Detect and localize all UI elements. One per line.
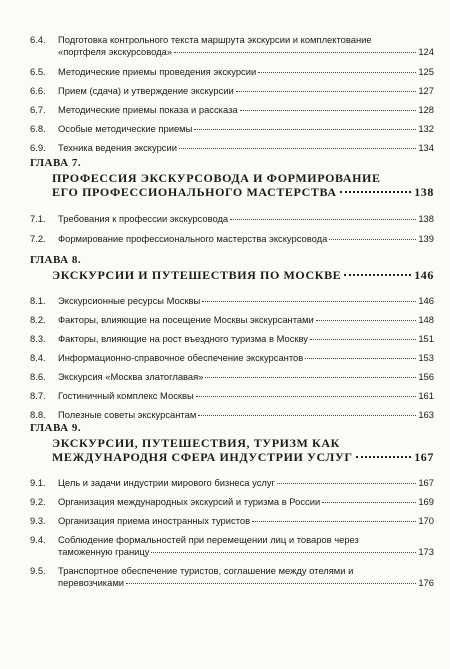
entry-number: 8.8. <box>30 409 46 420</box>
dot-leader <box>344 274 411 276</box>
chapter-page: 138 <box>414 185 434 199</box>
entry-number: 9.4. <box>30 534 46 545</box>
entry-title: Организация международных экскурсий и туризма в России <box>58 496 321 507</box>
chapter-label: ГЛАВА 9. <box>30 422 82 434</box>
entry-title: Транспортное обеспечение туристов, соглашение между отелями и <box>58 565 354 576</box>
entry-number: 9.3. <box>30 515 46 526</box>
entry-title: Полезные советы экскурсантам <box>58 409 197 420</box>
dot-leader <box>310 339 416 340</box>
entry-page: 134 <box>418 142 434 153</box>
entry-page: 146 <box>418 295 434 306</box>
dot-leader <box>198 415 416 416</box>
entry-number: 9.2. <box>30 496 46 507</box>
entry-title: Цель и задачи индустрии мирового бизнеса услуг <box>58 477 275 488</box>
entry-number: 9.1. <box>30 477 46 488</box>
toc-entry <box>30 496 434 508</box>
chapter-page: 146 <box>414 268 434 282</box>
chapter-label: ГЛАВА 8. <box>30 254 82 266</box>
dot-leader <box>202 301 416 302</box>
toc-entry <box>30 66 434 78</box>
entry-title: Методические приемы проведения экскурсии <box>58 66 257 77</box>
toc-entry <box>30 104 434 116</box>
entry-title-cont: таможенную границу <box>58 546 150 557</box>
chapter-page: 167 <box>414 450 434 464</box>
dot-leader <box>322 502 416 503</box>
toc-entry <box>30 213 434 225</box>
toc-section-ch7 <box>30 157 434 245</box>
dot-leader <box>305 358 416 359</box>
toc-entry <box>30 371 434 383</box>
entry-title: Формирование профессионального мастерства экскурсовода <box>58 233 328 244</box>
entry-page: 151 <box>418 333 434 344</box>
chapter-title-line: ЭКСКУРСИИ, ПУТЕШЕСТВИЯ, ТУРИЗМ КАК <box>52 436 340 450</box>
entry-number: 8.6. <box>30 371 46 382</box>
toc-entry <box>30 333 434 345</box>
chapter-title-line: ЕГО ПРОФЕССИОНАЛЬНОГО МАСТЕРСТВА <box>52 185 337 199</box>
chapter-title-line: МЕЖДУНАРОДНЯ СФЕРА ИНДУСТРИИ УСЛУГ <box>52 450 353 464</box>
entry-number: 6.9. <box>30 142 46 153</box>
entry-title: Соблюдение формальностей при перемещении лиц и товаров через <box>58 534 359 545</box>
dot-leader <box>236 91 417 92</box>
entry-page: 138 <box>418 213 434 224</box>
entry-title: Экскурсия «Москва златоглавая» <box>58 371 204 382</box>
toc-entry <box>30 515 434 527</box>
toc-entry <box>30 123 434 135</box>
entry-number: 6.8. <box>30 123 46 134</box>
dot-leader <box>240 110 417 111</box>
toc-entry <box>30 295 434 307</box>
dot-leader <box>252 521 416 522</box>
entry-number: 6.7. <box>30 104 46 115</box>
dot-leader <box>316 320 417 321</box>
entry-page: 148 <box>418 314 434 325</box>
entry-title: Гостиничный комплекс Москвы <box>58 390 194 401</box>
toc-entry <box>30 390 434 402</box>
chapter-title <box>30 171 434 199</box>
chapter-title-line: ЭКСКУРСИИ И ПУТЕШЕСТВИЯ ПО МОСКВЕ <box>52 268 342 282</box>
toc-entry <box>30 233 434 245</box>
toc-entry <box>30 34 434 58</box>
entry-number: 8.4. <box>30 352 46 363</box>
toc-section-ch6 <box>30 34 434 154</box>
entry-number: 6.6. <box>30 85 46 96</box>
entry-title-cont: «портфеля экскурсовода» <box>58 46 173 57</box>
entry-title: Требования к профессии экскурсовода <box>58 213 229 224</box>
entry-page: 139 <box>418 233 434 244</box>
toc-entry <box>30 352 434 364</box>
entry-number: 7.1. <box>30 213 46 224</box>
entry-page: 169 <box>418 496 434 507</box>
entry-title: Организация приема иностранных туристов <box>58 515 251 526</box>
dot-leader <box>340 191 412 193</box>
toc-section-ch9 <box>30 422 434 589</box>
dot-leader <box>174 52 416 53</box>
dot-leader <box>230 219 416 220</box>
dot-leader <box>151 552 416 553</box>
entry-title-cont: перевозчиками <box>58 577 125 588</box>
dot-leader <box>258 72 416 73</box>
entry-page: 176 <box>418 577 434 588</box>
toc-section-ch8 <box>30 254 434 421</box>
entry-number: 8.7. <box>30 390 46 401</box>
entry-title: Факторы, влияющие на рост въездного туризма в Москву <box>58 333 308 344</box>
toc-entry <box>30 409 434 421</box>
entry-number: 6.5. <box>30 66 46 77</box>
entry-title: Подготовка контрольного текста маршрута экскурсии и комплектование <box>58 34 372 45</box>
entry-number: 6.4. <box>30 34 46 45</box>
toc-entry <box>30 477 434 489</box>
chapter-title <box>30 436 434 464</box>
dot-leader <box>277 483 416 484</box>
entry-title: Методические приемы показа и рассказа <box>58 104 238 115</box>
dot-leader <box>196 396 417 397</box>
entry-page: 153 <box>418 352 434 363</box>
entry-title: Экскурсионные ресурсы Москвы <box>58 295 201 306</box>
chapter-label: ГЛАВА 7. <box>30 157 82 169</box>
toc-entry <box>30 142 434 154</box>
entry-number: 8.3. <box>30 333 46 344</box>
entry-page: 167 <box>418 477 434 488</box>
entry-page: 161 <box>418 390 434 401</box>
entry-page: 128 <box>418 104 434 115</box>
toc-entry <box>30 565 434 589</box>
dot-leader <box>329 239 416 240</box>
dot-leader <box>356 456 412 458</box>
entry-page: 170 <box>418 515 434 526</box>
dot-leader <box>194 129 416 130</box>
entry-title: Прием (сдача) и утверждение экскурсии <box>58 85 234 96</box>
dot-leader <box>205 377 416 378</box>
entry-page: 173 <box>418 546 434 557</box>
entry-title: Факторы, влияющие на посещение Москвы экскурсантами <box>58 314 314 325</box>
entry-title: Информационно-справочное обеспечение экскурсантов <box>58 352 304 363</box>
entry-page: 163 <box>418 409 434 420</box>
entry-page: 124 <box>418 46 434 57</box>
entry-number: 9.5. <box>30 565 46 576</box>
entry-number: 8.1. <box>30 295 46 306</box>
toc-entry <box>30 85 434 97</box>
entry-page: 127 <box>418 85 434 96</box>
entry-page: 125 <box>418 66 434 77</box>
entry-title: Особые методические приемы <box>58 123 193 134</box>
dot-leader <box>179 148 416 149</box>
entry-page: 156 <box>418 371 434 382</box>
entry-page: 132 <box>418 123 434 134</box>
entry-number: 8.2. <box>30 314 46 325</box>
entry-number: 7.2. <box>30 233 46 244</box>
toc-entry <box>30 314 434 326</box>
dot-leader <box>126 583 416 584</box>
toc-entry <box>30 534 434 558</box>
entry-title: Техника ведения экскурсии <box>58 142 177 153</box>
chapter-title-line: ПРОФЕССИЯ ЭКСКУРСОВОДА И ФОРМИРОВАНИЕ <box>52 171 381 185</box>
chapter-title <box>30 268 434 282</box>
